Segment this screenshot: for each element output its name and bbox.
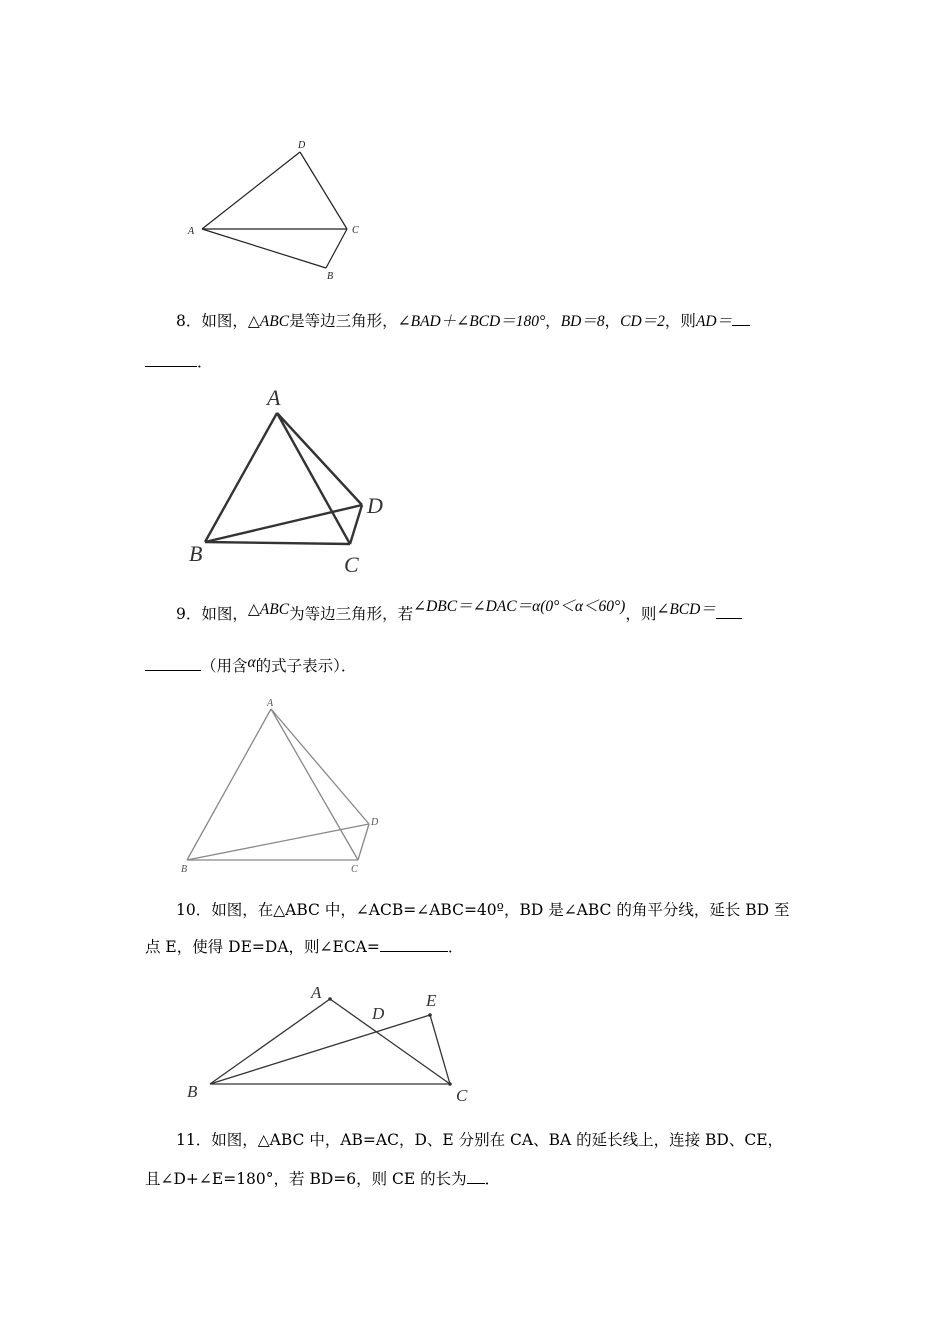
label-c: C	[456, 1086, 468, 1105]
question-number: 11．	[176, 1131, 212, 1149]
answer-blank-cont[interactable]	[145, 656, 201, 671]
answer-blank[interactable]	[380, 937, 448, 952]
figure-quadrilateral-abcd-3	[175, 695, 385, 880]
label-b: B	[181, 864, 188, 875]
answer-blank[interactable]	[732, 311, 750, 326]
q10-line-2: 点 E，使得 DE=DA，则∠ECA= ．	[145, 938, 464, 956]
ask-ad: AD＝	[695, 313, 733, 330]
label-d: D	[371, 817, 379, 828]
answer-blank-cont[interactable]	[145, 352, 197, 367]
label-d: D	[298, 140, 306, 151]
q8-line-1: 8．如图，△ABC是等边三角形，∠BAD＋∠BCD＝180°，BD＝8，CD＝2，则AD＝	[176, 311, 750, 332]
condition-angle-sum: ∠BAD＋∠BCD＝180°	[397, 313, 546, 330]
figure-quadrilateral-abcd-1	[180, 135, 370, 285]
label-a: A	[267, 698, 274, 709]
q9-line-1: 9．如图，△ABC为等边三角形，若∠DBC＝∠DAC＝α(0°＜α＜60°)，则∠BCD＝	[176, 604, 742, 625]
condition-bd: BD＝8	[560, 313, 605, 330]
q11-line-2: 且∠D+∠E=180°，若 BD=6，则 CE 的长为 ．	[145, 1170, 501, 1188]
answer-blank[interactable]	[716, 604, 742, 619]
q10-line-1: 10．如图，在△ABC 中，∠ACB=∠ABC=40º，BD 是∠ABC 的角平分线，延长 BD 至	[176, 901, 790, 919]
label-d: D	[372, 1004, 385, 1023]
question-number: 8．	[176, 312, 202, 330]
label-b: B	[327, 271, 334, 282]
question-number: 10．	[176, 901, 212, 919]
label-b: B	[187, 1082, 198, 1101]
condition-cd: CD＝2	[620, 313, 665, 330]
q9-line-2: （用含α的式子表示）．	[145, 656, 356, 677]
triangle-abc: △ABC	[247, 601, 290, 618]
label-a: A	[267, 385, 281, 410]
triangle-abc: △ABC	[247, 313, 290, 330]
q11-line-1: 11．如图，△ABC 中，AB=AC，D、E 分别在 CA、BA 的延长线上，连接 BD、CE，	[176, 1131, 784, 1149]
label-a: A	[311, 983, 322, 1002]
alpha-symbol: α	[247, 654, 256, 671]
label-c: C	[344, 552, 359, 577]
label-e: E	[426, 991, 437, 1010]
question-number: 9．	[176, 605, 202, 623]
label-d: D	[367, 493, 383, 518]
label-b: B	[189, 541, 203, 566]
figure-quadrilateral-abcd-2	[180, 380, 400, 580]
answer-blank[interactable]	[467, 1169, 485, 1184]
condition-angles: ∠DBC＝∠DAC＝α(0°＜α＜60°)	[413, 598, 626, 615]
ask-angle-bcd: ∠BCD＝	[656, 601, 716, 618]
q8-line-2: ．	[145, 352, 213, 372]
figure-triangle-with-bisector	[180, 980, 480, 1105]
label-c: C	[352, 225, 359, 236]
label-c: C	[351, 864, 358, 875]
label-a: A	[188, 226, 195, 237]
